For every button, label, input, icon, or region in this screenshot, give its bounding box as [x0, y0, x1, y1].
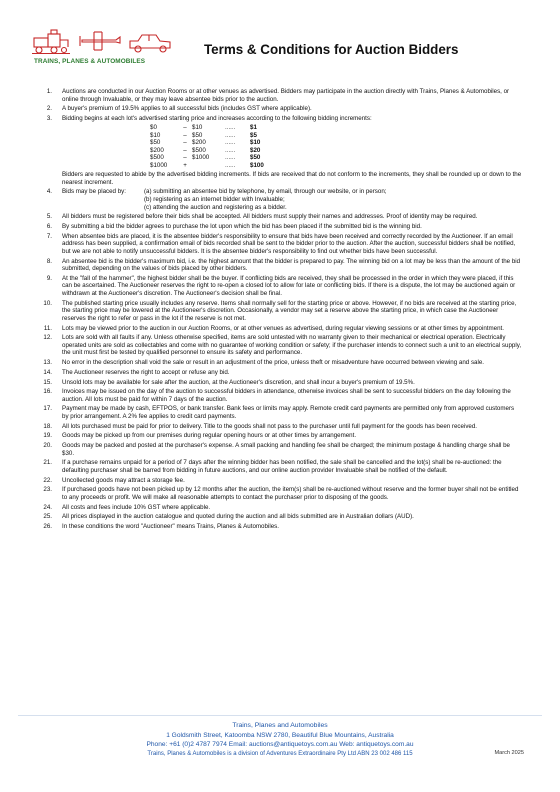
term-item: [22, 258, 522, 273]
term-text: All costs and fees include 10% GST where applicable.: [62, 503, 211, 511]
term-item: [22, 513, 522, 521]
term-number: 1.: [46, 88, 52, 95]
term-item: [22, 477, 522, 485]
term-text: Uncollected goods may attract a storage fee.: [62, 476, 185, 484]
term-number: 26.: [43, 523, 52, 531]
term-item: [22, 300, 522, 323]
term-item: [22, 105, 522, 113]
term-item: [22, 388, 522, 403]
term-number: 14.: [43, 368, 52, 376]
term-item: [22, 359, 522, 367]
term-item: [22, 334, 522, 357]
logo-text: TRAINS, PLANES & AUTOMOBILES: [34, 58, 146, 65]
table-row: [150, 139, 267, 147]
term-number: 11.: [43, 324, 52, 332]
logo-vehicles-icon: [30, 26, 180, 58]
increment-dots: ......: [225, 154, 236, 162]
increment-value: $50: [250, 154, 261, 162]
increment-from: $50: [150, 139, 161, 147]
footer-company: Trains, Planes and Automobiles: [232, 722, 328, 729]
table-row: [150, 124, 267, 132]
term-number: 24.: [43, 503, 52, 511]
term-item: [22, 188, 522, 211]
term-item: [22, 459, 522, 474]
increment-value: $10: [250, 139, 261, 147]
term-item: [22, 423, 522, 431]
increment-to: $10: [192, 124, 203, 132]
term-text: At the "fall of the hammer", the highest bidder shall be the buyer. If conflicting bids are received, they shall be processed in the order in which they were placed, if this can be ascertained. The Auctioneer reserves the right to re-open a closed lot to allow for late or conflicting bids. If there is a dispute, the lot may be auctioned again or withdrawn at the Auctioneer's discretion. The Auctioneer's decision shall be final.: [62, 274, 516, 297]
term-text: By submitting a bid the bidder agrees to purchase the lot upon which the bid has been placed if the submitted bid is the winning bid.: [62, 222, 422, 230]
term-item: [22, 88, 522, 103]
increment-value: $20: [250, 146, 261, 154]
term-number: 8.: [46, 257, 52, 265]
term-item: [22, 504, 522, 512]
increment-to: [192, 162, 225, 170]
term-text: Goods may be packed and posted at the purchaser's expense. A small packing and handling fee shall be charged; the minimum postage & handling charge shall be $30.: [62, 442, 510, 457]
term-text: The published starting price usually includes any reserve. Items shall normally sell for the starting price or above. However, if no bids are received at the starting price, the starting price may be lowered at the Auctioneer's discretion. Occasionally, a vendor may set a reserve above the starting price, in which case the Auctioneer reserves the right to refer or pass in the lot if the reserve is not met.: [62, 299, 517, 322]
increment-from: $0: [150, 124, 157, 132]
term-item: [22, 115, 522, 186]
increment-from: $1000: [150, 162, 168, 170]
term-number: 20.: [43, 442, 52, 450]
term-text: Goods may be picked up from our premises during regular opening hours or at other times by arrangement.: [62, 432, 357, 440]
term-item: [22, 325, 522, 333]
term-text: Unsold lots may be available for sale after the auction, at the Auctioneer's discretion, and shall incur a buyer's premium of 19.5%.: [62, 378, 415, 386]
term-text: Lots are sold with all faults if any. Unless otherwise specified, items are sold untested with no warranty given to their mechanical or electrical operation. Electrically operated units are sold as collectables and come with no guarantee of working condition or safety; if the purchaser intends to connect such a unit to an electrical supply, the unit must first be tested by qualified personnel to ensure its safety and performance.: [62, 334, 522, 357]
term-number: 2.: [46, 105, 52, 113]
increment-dash: –: [183, 131, 187, 139]
term-text: Payment may be made by cash, EFTPOS, or bank transfer. Bank fees or limits may apply. Remote credit card payments are permitted only from approved customers by prior arrangement. A 2% fee applies to credit card payments.: [62, 405, 515, 421]
footer-division: Trains, Planes & Automobiles is a division of Adventures Extraordinaire Pty Ltd ABN 23 002 486 115: [147, 750, 413, 757]
increment-value: $100: [250, 162, 264, 170]
term-number: 9.: [46, 274, 52, 282]
term-text: All prices displayed in the auction catalogue and quoted during the auction and all bids submitted are in Australian dollars (AUD).: [62, 513, 414, 521]
term-text: When absentee bids are placed, it is the absentee bidder's responsibility to ensure that bids have been received and correctly recorded by the Auctioneer. If an email address has been supplied, a confirmation email of bids recorded shall be sent to the bidder prior to the auction. After the auction, successful bidders shall be notified, but we are not able to notify unsuccessful bidders. It is the absentee bidder's responsibility to find out whether bids have been successful.: [62, 232, 516, 255]
term-number: 21.: [43, 459, 52, 467]
term-number: 15.: [43, 378, 52, 386]
bid-increments-table: [150, 124, 267, 170]
term-number: 18.: [43, 422, 52, 430]
increment-to: $1000: [192, 154, 210, 162]
term-number: 22.: [43, 476, 52, 484]
increment-to: $500: [192, 146, 206, 154]
increment-to: $50: [192, 131, 203, 139]
bid-methods-options: [144, 188, 522, 211]
term-text: Invoices may be issued on the day of the auction to successful bidders in attendance, otherwise invoices shall be sent to successful bidders on the day following the auction. All lots must be paid for within 7 days of the auction.: [62, 388, 511, 403]
term-text: Auctions are conducted in our Auction Rooms or at other venues as advertised. Bidders may participate in the auction directly with Trains, Planes & Automobiles, or online through Invaluable, or they may leave absentee bids prior to the auction.: [62, 88, 510, 103]
term-text: All bidders must be registered before their bids shall be accepted. All bidders must supply their names and addresses. Proof of identity may be required.: [62, 213, 478, 221]
increment-dots: ......: [225, 124, 236, 132]
term-text: In these conditions the word "Auctioneer" means Trains, Planes & Automobiles.: [62, 523, 279, 531]
term-item: [22, 275, 522, 298]
increment-dots: ......: [225, 146, 236, 154]
page-title: Terms & Conditions for Auction Bidders: [204, 42, 459, 57]
increment-dots: ......: [225, 131, 236, 139]
term-number: 7.: [46, 232, 52, 240]
bid-methods-lead: Bids may be placed by:: [62, 188, 126, 196]
increment-dash: –: [183, 146, 187, 154]
bid-method-option: (a) submitting an absentee bid by telephone, by email, through our website, or in person;: [144, 188, 387, 196]
term-number: 25.: [43, 513, 52, 521]
bid-method-option: (c) attending the auction and registering as a bidder.: [144, 203, 287, 211]
table-row: [150, 162, 267, 170]
term-number: 4.: [46, 188, 52, 196]
increment-dots: ......: [225, 139, 236, 147]
bid-methods: [62, 188, 522, 211]
term-number: 10.: [43, 299, 52, 307]
term-item: [22, 486, 522, 501]
company-logo: [30, 26, 180, 70]
terms-list: [22, 88, 522, 533]
page-footer: [0, 721, 560, 759]
term-text: Lots may be viewed prior to the auction in our Auction Rooms, or at other venues as advertised, during regular viewing sessions or at other times by appointment.: [62, 324, 504, 332]
term-text: If purchased goods have not been picked up by 12 months after the auction, the item(s) shall be re-auctioned without reserve and the former buyer shall not be entitled to any proceeds or profit. We will make all reasonable attempts to contact the purchaser prior to disposing of the goods.: [62, 486, 519, 501]
footer-contact[interactable]: Phone: +61 (0)2 4787 7974 Email: auctions@antiquetoys.com.au Web: antiquetoys.com.au: [146, 741, 414, 749]
term-item: [22, 405, 522, 420]
term-number: 13.: [43, 359, 52, 367]
footer-address: 1 Goldsmith Street, Katoomba NSW 2780, Beautiful Blue Mountains, Australia: [166, 731, 394, 739]
term-item: [22, 369, 522, 377]
increment-from: $10: [150, 131, 161, 139]
term-number: 17.: [43, 405, 52, 413]
term-text: An absentee bid is the bidder's maximum bid, i.e. the highest amount that the bidder is prepared to pay. The winning bid on a lot may be less than the amount of the bid submitted, depending on the values of bids placed by other bidders.: [62, 257, 521, 273]
term-number: 16.: [43, 388, 52, 396]
increment-value: $1: [250, 124, 257, 132]
increment-dash: +: [183, 162, 187, 170]
term-text: All lots purchased must be paid for prior to delivery. Title to the goods shall not pass to the purchaser until full payment for the goods has been received.: [62, 422, 478, 430]
term-text: No error in the description shall void the sale or result in an adjustment of the price, unless theft or misadventure have occurred between viewing and sale.: [62, 359, 485, 367]
term-number: 23.: [43, 486, 52, 494]
term-item: [22, 213, 522, 221]
bid-method-option: (b) registering as an internet bidder with Invaluable;: [144, 196, 285, 203]
term-item: [22, 432, 522, 440]
term-text: Bidding begins at each lot's advertised starting price and increases according to the following bidding increments:: [62, 114, 372, 122]
term-item: [22, 442, 522, 457]
increment-from: $200: [150, 146, 164, 154]
increment-dash: –: [183, 124, 187, 132]
term-text: A buyer's premium of 19.5% applies to all successful bids (includes GST where applicable).: [62, 105, 312, 113]
term-note: Bidders are requested to abide by the advertised bidding increments. If bids are received that do not conform to the increments, they shall be rounded up or down to the nearest increment.: [62, 171, 522, 186]
increment-to: $200: [192, 139, 206, 147]
term-item: [22, 379, 522, 387]
increment-dash: –: [183, 139, 187, 147]
term-number: 6.: [46, 222, 52, 230]
table-row: [150, 154, 267, 162]
increment-dash: –: [183, 154, 187, 162]
page-header: [24, 26, 536, 72]
increment-from: $500: [150, 154, 164, 162]
footer-date: March 2025: [494, 750, 524, 756]
increment-dots: ......: [225, 162, 236, 170]
table-row: [150, 132, 267, 140]
term-text: The Auctioneer reserves the right to accept or refuse any bid.: [62, 368, 230, 376]
term-number: 12.: [43, 334, 52, 342]
term-number: 3.: [46, 114, 52, 122]
term-item: [22, 223, 522, 231]
term-number: 5.: [46, 213, 52, 221]
footer-divider: [18, 715, 542, 716]
term-number: 19.: [43, 432, 52, 440]
table-row: [150, 147, 267, 155]
term-item: [22, 523, 522, 531]
term-text: If a purchase remains unpaid for a period of 7 days after the winning bidder has been notified, the sale shall be cancelled and the lot(s) shall be re-auctioned: the defaulting purchaser shall be barred from bidding in future auctions, and our online auction provider Invaluable shall be notified of the default.: [62, 459, 502, 474]
term-item: [22, 233, 522, 256]
increment-value: $5: [250, 131, 257, 139]
